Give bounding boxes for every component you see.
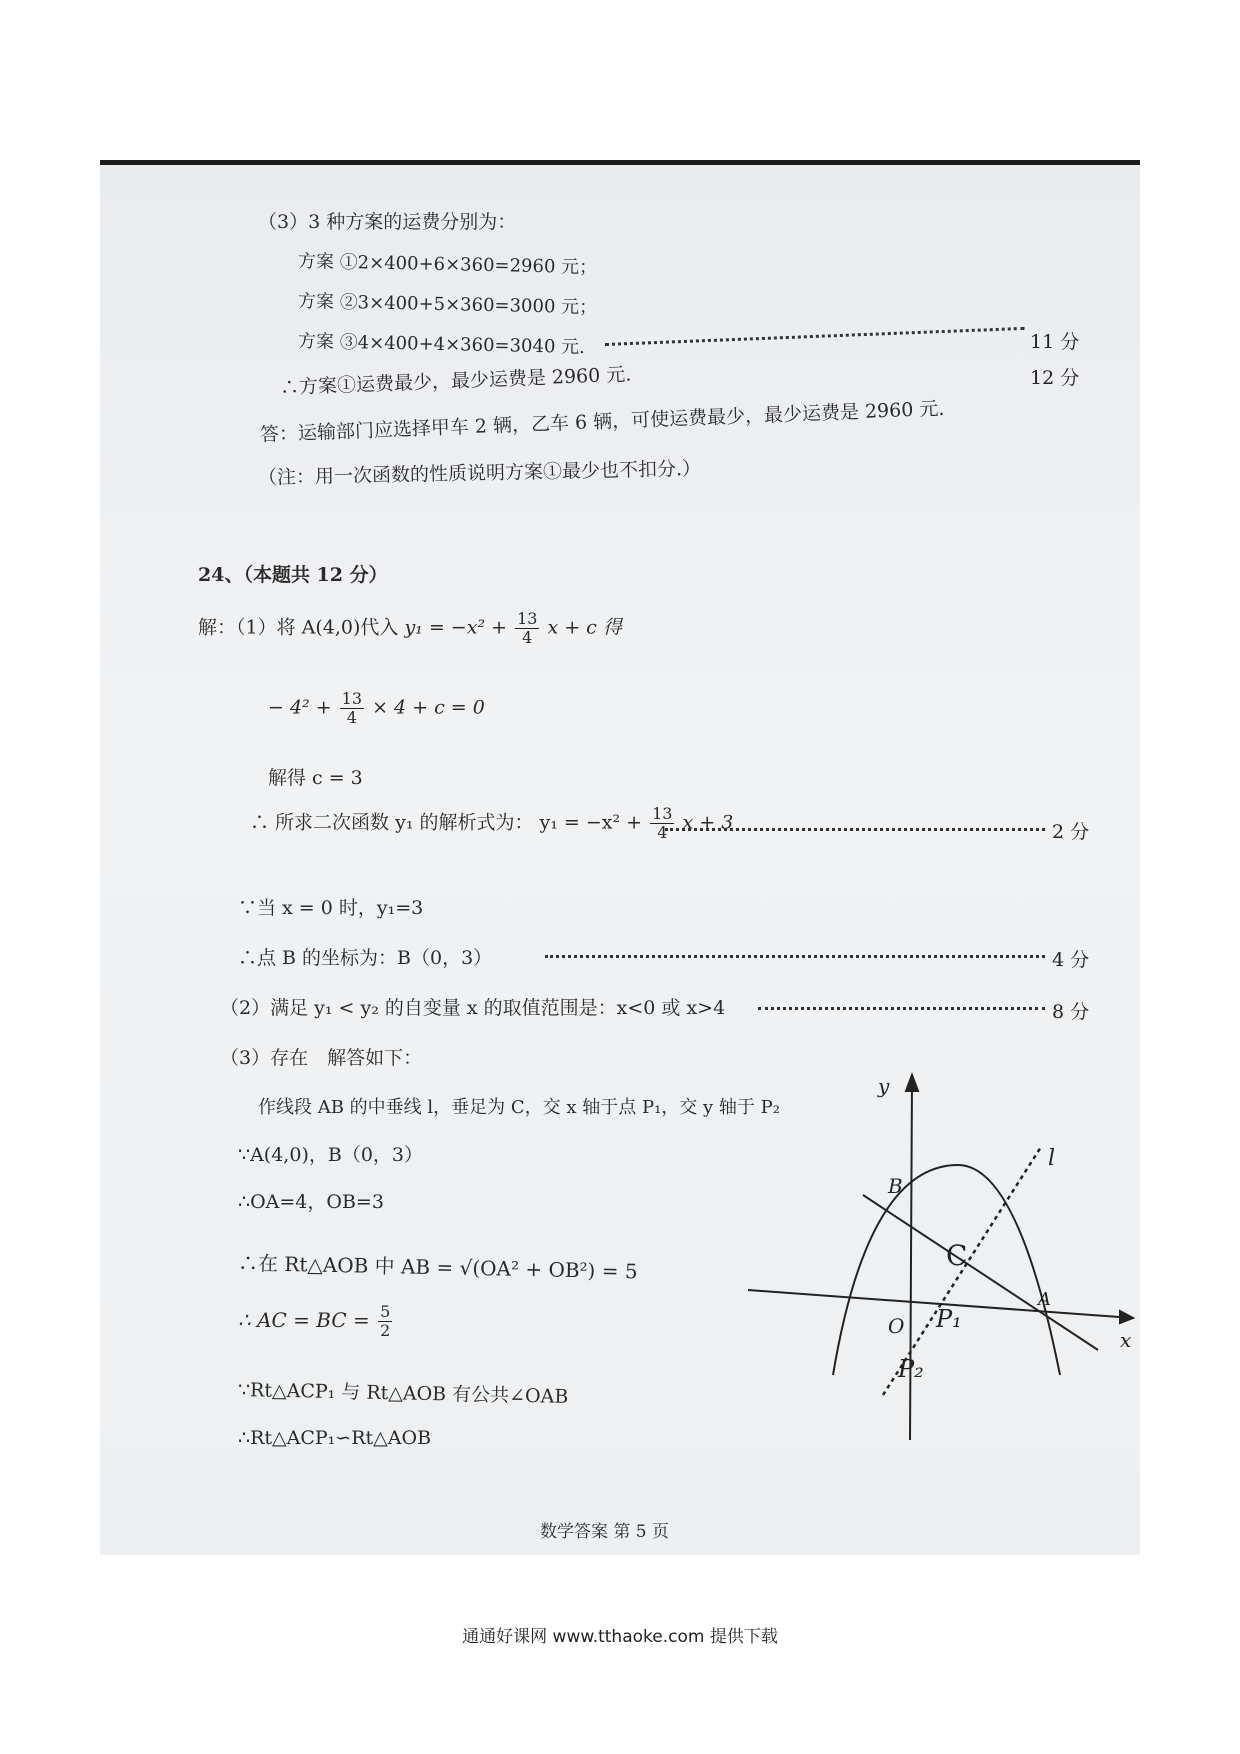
ab-length: ∴在 Rt△AOB 中 AB = √(OA² + OB²) = 5 [237,1251,638,1284]
conclusion: ∴方案①运费最少，最少运费是 2960 元. [279,363,632,399]
construct: 作线段 AB 的中垂线 l，垂足为 C，交 x 轴于点 P₁，交 y 轴于 P₂ [258,1097,780,1118]
common-angle: ∵Rt△ACP₁ 与 Rt△AOB 有公共∠OAB [237,1379,569,1408]
dotted-leader-11 [605,327,1025,346]
analytic-line [250,805,733,842]
frac-num: 13 [341,689,363,708]
label-o: O [888,1314,905,1338]
score-8: 8 分 [1052,1001,1090,1023]
sol1-line [198,610,622,647]
fraction-5-2 [378,1303,392,1340]
y-axis [910,1080,912,1440]
page-footer: 数学答案 第 5 页 [540,1522,670,1542]
label-c: C [946,1239,968,1272]
label-p2: P₂ [898,1355,924,1383]
dotted-leader-4 [545,955,1045,958]
ac-bc-pre: ∴ AC = BC = [238,1308,370,1332]
fraction-13-4-b [340,690,364,727]
coordinate-graph [748,1065,1138,1445]
q24-title: 24、（本题共 12 分） [198,564,388,586]
eq2-line [268,690,485,727]
analytic-post: x + 3 [682,811,734,834]
sol1-prefix: 解：（1）将 A(4,0)代入 [198,616,399,639]
sol1-eq-pre: y₁ = −x² + [404,616,508,639]
answer-line: 答：运输部门应选择甲车 2 辆，乙车 6 辆，可使运费最少，最少运费是 2960 元. [259,397,945,446]
frac-den: 4 [346,708,357,727]
eq2-pre: − 4² + [268,696,332,719]
solve-c: 解得 c = 3 [268,767,363,789]
score-4: 4 分 [1052,949,1090,971]
analytic-pre: ∴ 所求二次函数 y₁ 的解析式为： y₁ = −x² + [250,811,643,834]
frac-den: 4 [657,823,668,842]
plan-2: 方案 ②3×400+5×360=3000 元； [297,291,598,319]
label-a: A [1038,1289,1051,1310]
x-axis-arrow [1120,1311,1133,1323]
score-11: 11 分 [1030,331,1080,353]
oa-ob: ∴OA=4，OB=3 [238,1191,384,1213]
label-b: B [888,1174,903,1198]
when-x0: ∵当 x = 0 时，y₁=3 [238,897,424,919]
sol1-eq-post: x + c 得 [547,616,622,639]
frac2-num: 5 [380,1302,391,1321]
plan-3: 方案 ③4×400+4×360=3040 元. [297,331,586,359]
score-12: 12 分 [1030,367,1080,389]
frac-num: 13 [517,609,538,628]
dotted-leader-8 [758,1007,1045,1010]
part3b: （3）存在 解答如下： [220,1047,423,1069]
part3-header: （3）3 种方案的运费分别为： [258,211,517,233]
note: （注：用一次函数的性质说明方案①最少也不扣分.） [257,457,702,489]
label-p1: P₁ [936,1305,962,1333]
eq2-post: × 4 + c = 0 [372,696,485,719]
similar: ∴Rt△ACP₁∽Rt△AOB [238,1427,432,1449]
ab-coords: ∵A(4,0)，B（0，3） [238,1144,423,1166]
frac-den: 4 [522,628,533,647]
ac-bc-line [238,1303,394,1340]
fraction-13-4-c [650,805,674,842]
frac-num: 13 [652,804,673,823]
fraction-13-4 [515,610,539,647]
frac2-den: 2 [380,1321,391,1340]
photographed-answer-sheet [100,165,1140,1555]
dotted-leader-2 [665,828,1045,831]
plan-1: 方案 ①2×400+6×360=2960 元； [297,251,598,279]
label-x: x [1120,1328,1132,1352]
part2: （2）满足 y₁ < y₂ 的自变量 x 的取值范围是：x<0 或 x>4 [220,997,726,1019]
y-axis-arrow [906,1075,918,1091]
label-y: y [878,1074,890,1098]
point-b: ∴点 B 的坐标为：B（0，3） [238,947,493,969]
label-l: l [1048,1146,1056,1171]
score-2: 2 分 [1052,821,1090,843]
site-footer: 通通好课网 www.tthaoke.com 提供下载 [462,1627,778,1647]
